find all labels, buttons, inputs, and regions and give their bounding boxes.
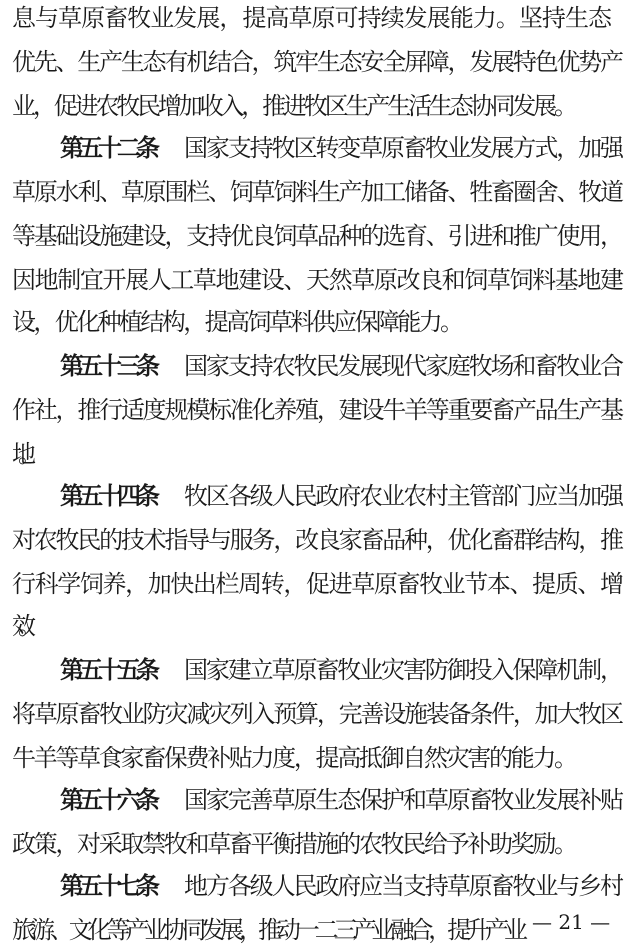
article-text: 国家完善草原生态保护和草原畜牧业发展补贴	[184, 786, 622, 814]
text-line	[0, 222, 641, 250]
article-heading: 第五十五条	[60, 655, 155, 684]
text-line	[0, 526, 641, 554]
article-heading: 第五十四条	[60, 481, 155, 510]
paragraph-text: 将草原畜牧业防灾减灾列入预算，完善设施装备条件，加大牧区	[12, 700, 622, 728]
article-text: 国家支持牧区转变草原畜牧业发展方式，加强	[184, 134, 622, 162]
paragraph-text: 等基础设施建设，支持优良饲草品种的选育、引进和推广使用，	[12, 222, 622, 250]
paragraph-text: 对农牧民的技术指导与服务，改良家畜品种，优化畜群结构，推	[12, 526, 622, 554]
text-line	[0, 134, 641, 162]
text-line	[0, 612, 641, 640]
text-line	[0, 872, 641, 900]
article-text: 牧区各级人民政府农业农村主管部门应当加强	[184, 482, 622, 510]
text-line	[0, 4, 641, 32]
text-line	[0, 482, 641, 510]
article-heading: 第五十七条	[60, 871, 155, 900]
paragraph-text: 行科学饲养，加快出栏周转，促进草原畜牧业节本、提质、增	[12, 570, 623, 598]
paragraph-text: 因地制宜开展人工草地建设、天然草原改良和饲草饲料基地建	[12, 266, 623, 294]
paragraph-text: 旅游、文化等产业协同发展，推动一二三产业融合，提升产业	[12, 916, 523, 944]
text-line	[0, 178, 641, 206]
article-text: 国家建立草原畜牧业灾害防御投入保障机制，	[184, 656, 622, 684]
text-line	[0, 440, 641, 468]
paragraph-text: 业，促进农牧民增加收入，推进牧区生产生活生态协同发展。	[12, 92, 575, 120]
article-text: 国家支持农牧民发展现代家庭牧场和畜牧业合	[184, 352, 622, 380]
text-line	[0, 308, 641, 336]
text-line	[0, 396, 641, 424]
paragraph-text: 作社，推行适度规模标准化养殖，建设牛羊等重要畜产品生产基	[12, 396, 622, 424]
text-line	[0, 700, 641, 728]
paragraph-text: 政策，对采取禁牧和草畜平衡措施的农牧民给予补助奖励。	[12, 830, 576, 858]
paragraph-text: 地。	[12, 440, 24, 468]
paragraph-text: 息与草原畜牧业发展，提高草原可持续发展能力。坚持生态	[12, 4, 612, 32]
article-text: 地方各级人民政府应当支持草原畜牧业与乡村	[184, 872, 622, 900]
paragraph-text: 牛羊等草食家畜保费补贴力度，提高抵御自然灾害的能力。	[12, 744, 576, 772]
paragraph-text: 草原水利、草原围栏、饲草饲料生产加工储备、牲畜圈舍、牧道	[12, 178, 622, 206]
text-line	[0, 786, 641, 814]
text-line	[0, 266, 641, 294]
paragraph-text: 效。	[12, 612, 24, 640]
text-line	[0, 570, 641, 598]
text-line	[0, 656, 641, 684]
paragraph-text: 优先、生产生态有机结合，筑牢生态安全屏障，发展特色优势产	[12, 48, 622, 76]
text-line	[0, 744, 641, 772]
article-heading: 第五十六条	[60, 785, 155, 814]
text-line	[0, 352, 641, 380]
paragraph-text: 设，优化种植结构，提高饲草料供应保障能力。	[12, 308, 462, 336]
page-number: — 21 —	[532, 910, 611, 934]
article-heading: 第五十三条	[60, 351, 155, 380]
text-line	[0, 48, 641, 76]
text-line	[0, 830, 641, 858]
article-heading: 第五十二条	[60, 133, 155, 162]
text-line	[0, 92, 641, 120]
